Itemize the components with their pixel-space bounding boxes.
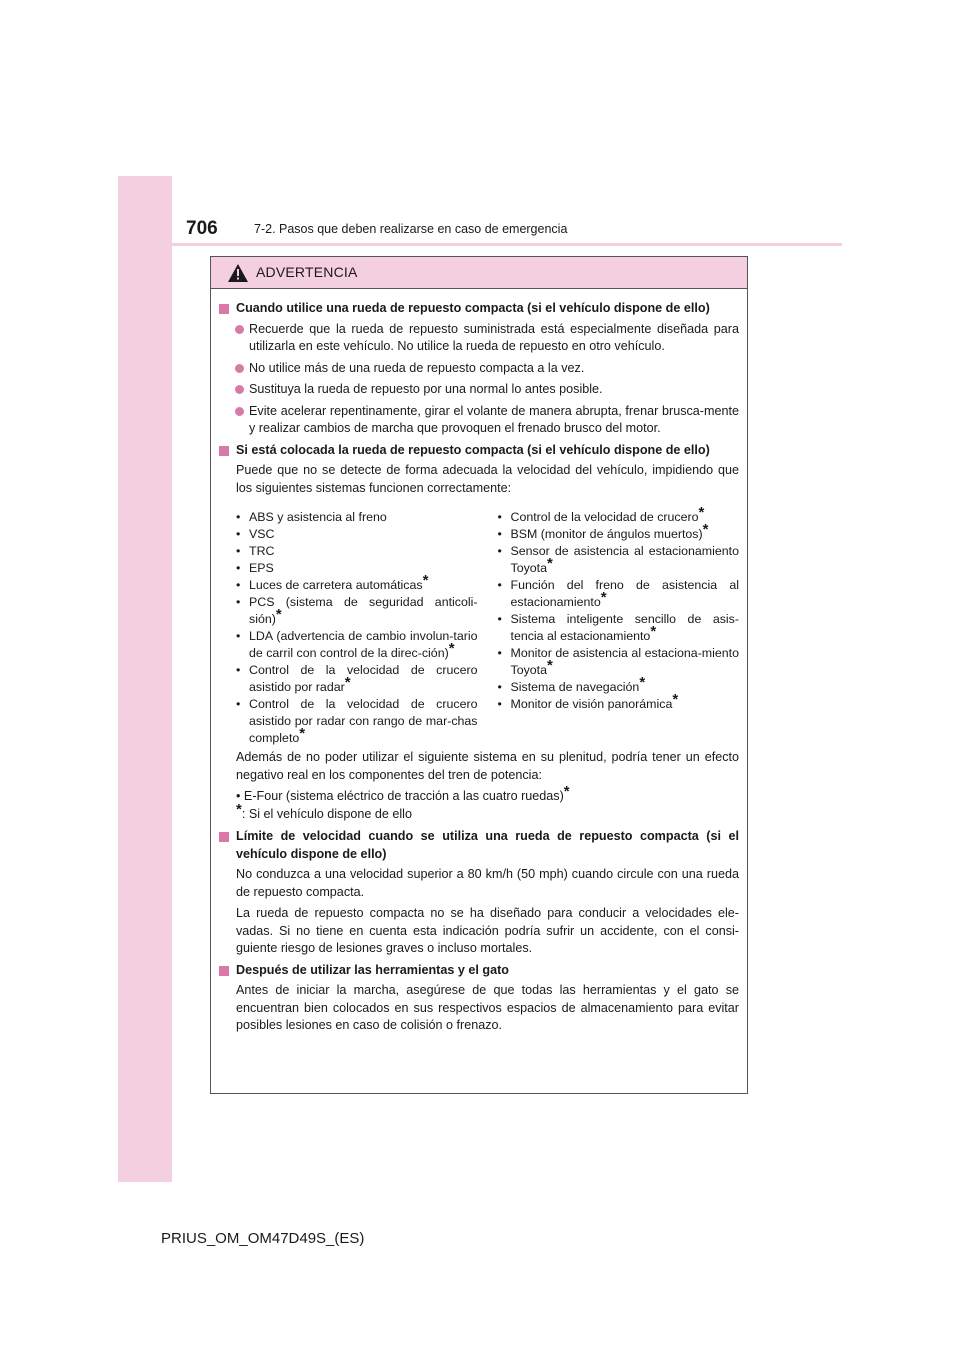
system-list-item: • Monitor de visión panorámica*: [498, 696, 740, 713]
system-list-item: • Sensor de asistencia al estacionamiento Toyota*: [498, 543, 740, 577]
system-list-item: • Luces de carretera automáticas*: [236, 577, 478, 594]
square-bullet-icon: [219, 832, 229, 842]
bullet-item: Sustituya la rueda de repuesto por una normal lo antes posible.: [219, 381, 739, 399]
system-list-item: • Monitor de asistencia al estaciona-miento Toyota*: [498, 645, 740, 679]
system-list-item: • Sistema inteligente sencillo de asis-tencia al estacionamiento*: [498, 611, 740, 645]
section-paragraph: No conduzca a una velocidad superior a 80 km/h (50 mph) cuando circule con una rueda de repuesto compacta.: [236, 867, 739, 899]
system-list-item: • BSM (monitor de ángulos muertos)*: [498, 526, 740, 543]
system-list-item: • ABS y asistencia al freno: [236, 509, 478, 526]
bullet-item: No utilice más de una rueda de repuesto compacta a la vez.: [219, 360, 739, 378]
square-bullet-icon: [219, 304, 229, 314]
warning-header: [211, 257, 747, 289]
circle-bullet-icon: [235, 407, 244, 416]
footnote: *: Si el vehículo dispone de ello: [236, 800, 412, 821]
bullet-item: Recuerde que la rueda de repuesto suministrada está especialmente diseñada para utilizarla en este vehículo. No utilice la rueda de repuesto en otro vehículo.: [219, 321, 739, 356]
section-intro: Puede que no se detecte de forma adecuada la velocidad del vehículo, impidiendo que los siguientes sistemas funcionen correctamente:: [236, 463, 739, 495]
extra-system-item: • E-Four (sistema eléctrico de tracción a las cuatro ruedas)*: [236, 783, 570, 803]
system-list-item: • Sistema de navegación*: [498, 679, 740, 696]
document-code: PRIUS_OM_OM47D49S_(ES): [161, 1230, 365, 1247]
system-list-item: • PCS (sistema de seguridad anticoli-sión)*: [236, 594, 478, 628]
left-system-list: [236, 509, 488, 747]
system-list-item: • Control de la velocidad de crucero asistido por radar*: [236, 662, 478, 696]
section-title: 7-2. Pasos que deben realizarse en caso de emergencia: [254, 222, 568, 236]
section-heading: Cuando utilice una rueda de repuesto compacta (si el vehículo dispone de ello): [219, 300, 739, 318]
right-system-list: [488, 504, 740, 747]
system-list-item: • EPS: [236, 560, 478, 577]
section-after-text: Además de no poder utilizar el siguiente sistema en su plenitud, podría tener un efecto negativo real en los componentes del tren de potencia:: [236, 750, 739, 782]
circle-bullet-icon: [235, 325, 244, 334]
affected-systems-columns: [219, 504, 739, 747]
header-divider: [172, 243, 842, 246]
side-tab-band: [118, 176, 172, 1182]
warning-box: [210, 256, 748, 1094]
warning-body: [211, 289, 747, 1035]
square-bullet-icon: [219, 966, 229, 976]
system-list-item: • TRC: [236, 543, 478, 560]
system-list-item: • Control de la velocidad de crucero*: [498, 509, 740, 526]
circle-bullet-icon: [235, 364, 244, 373]
circle-bullet-icon: [235, 385, 244, 394]
system-list-item: • Función del freno de asistencia al estacionamiento*: [498, 577, 740, 611]
system-list-item: • LDA (advertencia de cambio involun-tario de carril con control de la direc-ción)*: [236, 628, 478, 662]
system-list-item: • Control de la velocidad de crucero asistido por radar con rango de mar-chas completo*: [236, 696, 478, 747]
bullet-item: Evite acelerar repentinamente, girar el volante de manera abrupta, frenar brusca-mente y realizar cambios de marcha que provoquen el frenado brusco del motor.: [219, 403, 739, 438]
square-bullet-icon: [219, 446, 229, 456]
warning-triangle-icon: [228, 264, 248, 282]
section-heading: Límite de velocidad cuando se utiliza una rueda de repuesto compacta (si el vehículo dispone de ello): [219, 828, 739, 863]
section-heading: Si está colocada la rueda de repuesto compacta (si el vehículo dispone de ello): [219, 442, 739, 460]
section-paragraph: La rueda de repuesto compacta no se ha diseñado para conducir a velocidades ele-vadas. Si no tiene en cuenta esta indicación podría sufrir un accidente, con el consi-guiente riesgo de lesiones graves o incluso mortales.: [236, 906, 739, 955]
system-list-item: • VSC: [236, 526, 478, 543]
section-paragraph: Antes de iniciar la marcha, asegúrese de que todas las herramientas y el gato se encuentran bien colocados en sus respectivos espacios de almacenamiento para evitar posibles lesiones en caso de colisión o frenazo.: [236, 983, 739, 1032]
warning-label: ADVERTENCIA: [256, 264, 358, 280]
page-number: 706: [186, 218, 218, 239]
section-heading: Después de utilizar las herramientas y el gato: [219, 962, 739, 980]
